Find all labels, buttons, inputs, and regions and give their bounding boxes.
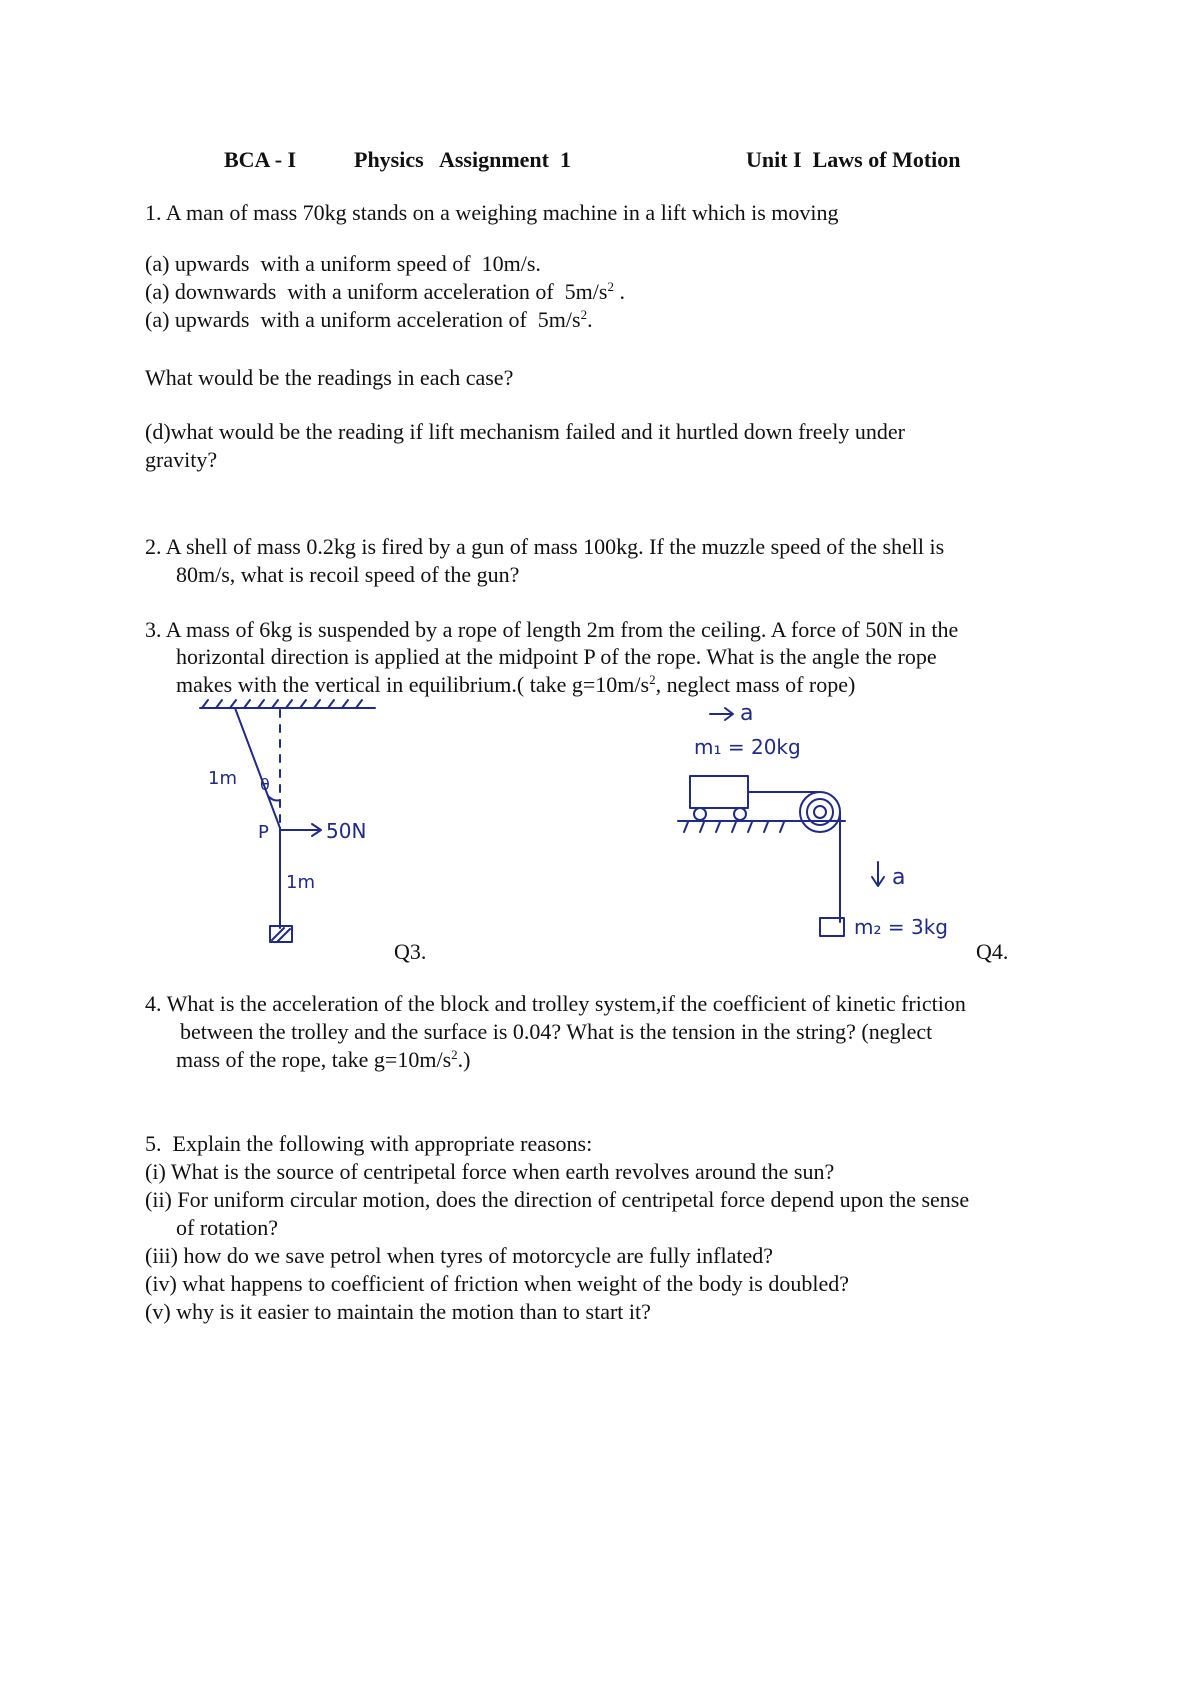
q1-question: What would be the readings in each case? — [145, 365, 514, 390]
q5-part-iii: (iii) how do we save petrol when tyres of motorcycle are fully inflated? — [145, 1243, 773, 1268]
mass-m1-label: m₁ = 20kg — [694, 735, 801, 759]
q1-stem: 1. A man of mass 70kg stands on a weighing machine in a lift which is moving — [145, 200, 839, 225]
q2-line-2: 80m/s, what is recoil speed of the gun? — [176, 562, 520, 587]
q1-part-d-cont: gravity? — [145, 447, 218, 472]
q3-figure — [190, 696, 390, 946]
q1-option-c: (a) upwards with a uniform acceleration of $5m/s^2$. — [145, 307, 593, 332]
q3-figure-label: Q3. — [394, 939, 427, 964]
length-bottom-label: 1m — [286, 872, 315, 893]
acceleration-label-m2: a — [892, 865, 906, 890]
q5-part-ii: (ii) For uniform circular motion, does the direction of centripetal force depend upon the sense — [145, 1187, 970, 1212]
q5-part-v: (v) why is it easier to maintain the motion than to start it? — [145, 1299, 651, 1324]
pulley-axle — [814, 806, 826, 818]
q1-option-b: (a) downwards with a uniform acceleration of $5m/s^2$ . — [145, 279, 625, 304]
force-label: 50N — [326, 819, 367, 843]
mass-m2-label: m₂ = 3kg — [854, 915, 948, 939]
q5-part-ii-cont: of rotation? — [176, 1215, 279, 1240]
q5-part-i: (i) What is the source of centripetal force when earth revolves around the sun? — [145, 1159, 835, 1184]
upper-rope — [235, 708, 280, 828]
length-top-label: 1m — [208, 768, 237, 789]
q1-part-d: (d)what would be the reading if lift mechanism failed and it hurtled down freely under — [145, 419, 905, 444]
point-p-label: P — [258, 822, 269, 843]
trolley-block — [690, 776, 748, 808]
q4-line-1: 4. What is the acceleration of the block and trolley system,if the coefficient of kinetic friction — [145, 991, 966, 1016]
theta-label: θ — [260, 775, 270, 794]
q4-line-3: mass of the rope, take $g=10m/s^2$.) — [176, 1047, 471, 1072]
q5-part-iv: (iv) what happens to coefficient of friction when weight of the body is doubled? — [145, 1271, 850, 1296]
q4-figure — [670, 696, 970, 946]
q1-option-a: (a) upwards with a uniform speed of 10m/s. — [145, 251, 541, 276]
q3-line-2: horizontal direction is applied at the midpoint P of the rope. What is the angle the rope — [176, 644, 937, 669]
table-hatching — [684, 822, 784, 832]
ceiling-hatching — [202, 700, 362, 708]
q4-line-2: between the trolley and the surface is 0.04? What is the tension in the string? (neglect — [180, 1019, 933, 1044]
acceleration-label-m1: a — [740, 701, 754, 726]
q3-line-1: 3. A mass of 6kg is suspended by a rope of length 2m from the ceiling. A force of 50N in the — [145, 617, 959, 642]
trolley-wheel-right — [734, 808, 746, 820]
assignment-title: Physics Assignment 1 — [354, 147, 571, 172]
course-label: BCA - I — [224, 147, 297, 172]
trolley-wheel-left — [694, 808, 706, 820]
unit-title: Unit I Laws of Motion — [746, 147, 961, 172]
q4-figure-label: Q4. — [976, 939, 1009, 964]
q3-line-3: makes with the vertical in equilibrium.( take $g=10m/s^2$, neglect mass of rope) — [176, 672, 856, 697]
q5-stem: 5. Explain the following with appropriate reasons: — [145, 1131, 593, 1156]
q2-line-1: 2. A shell of mass 0.2kg is fired by a gun of mass 100kg. If the muzzle speed of the shell is — [145, 534, 945, 559]
